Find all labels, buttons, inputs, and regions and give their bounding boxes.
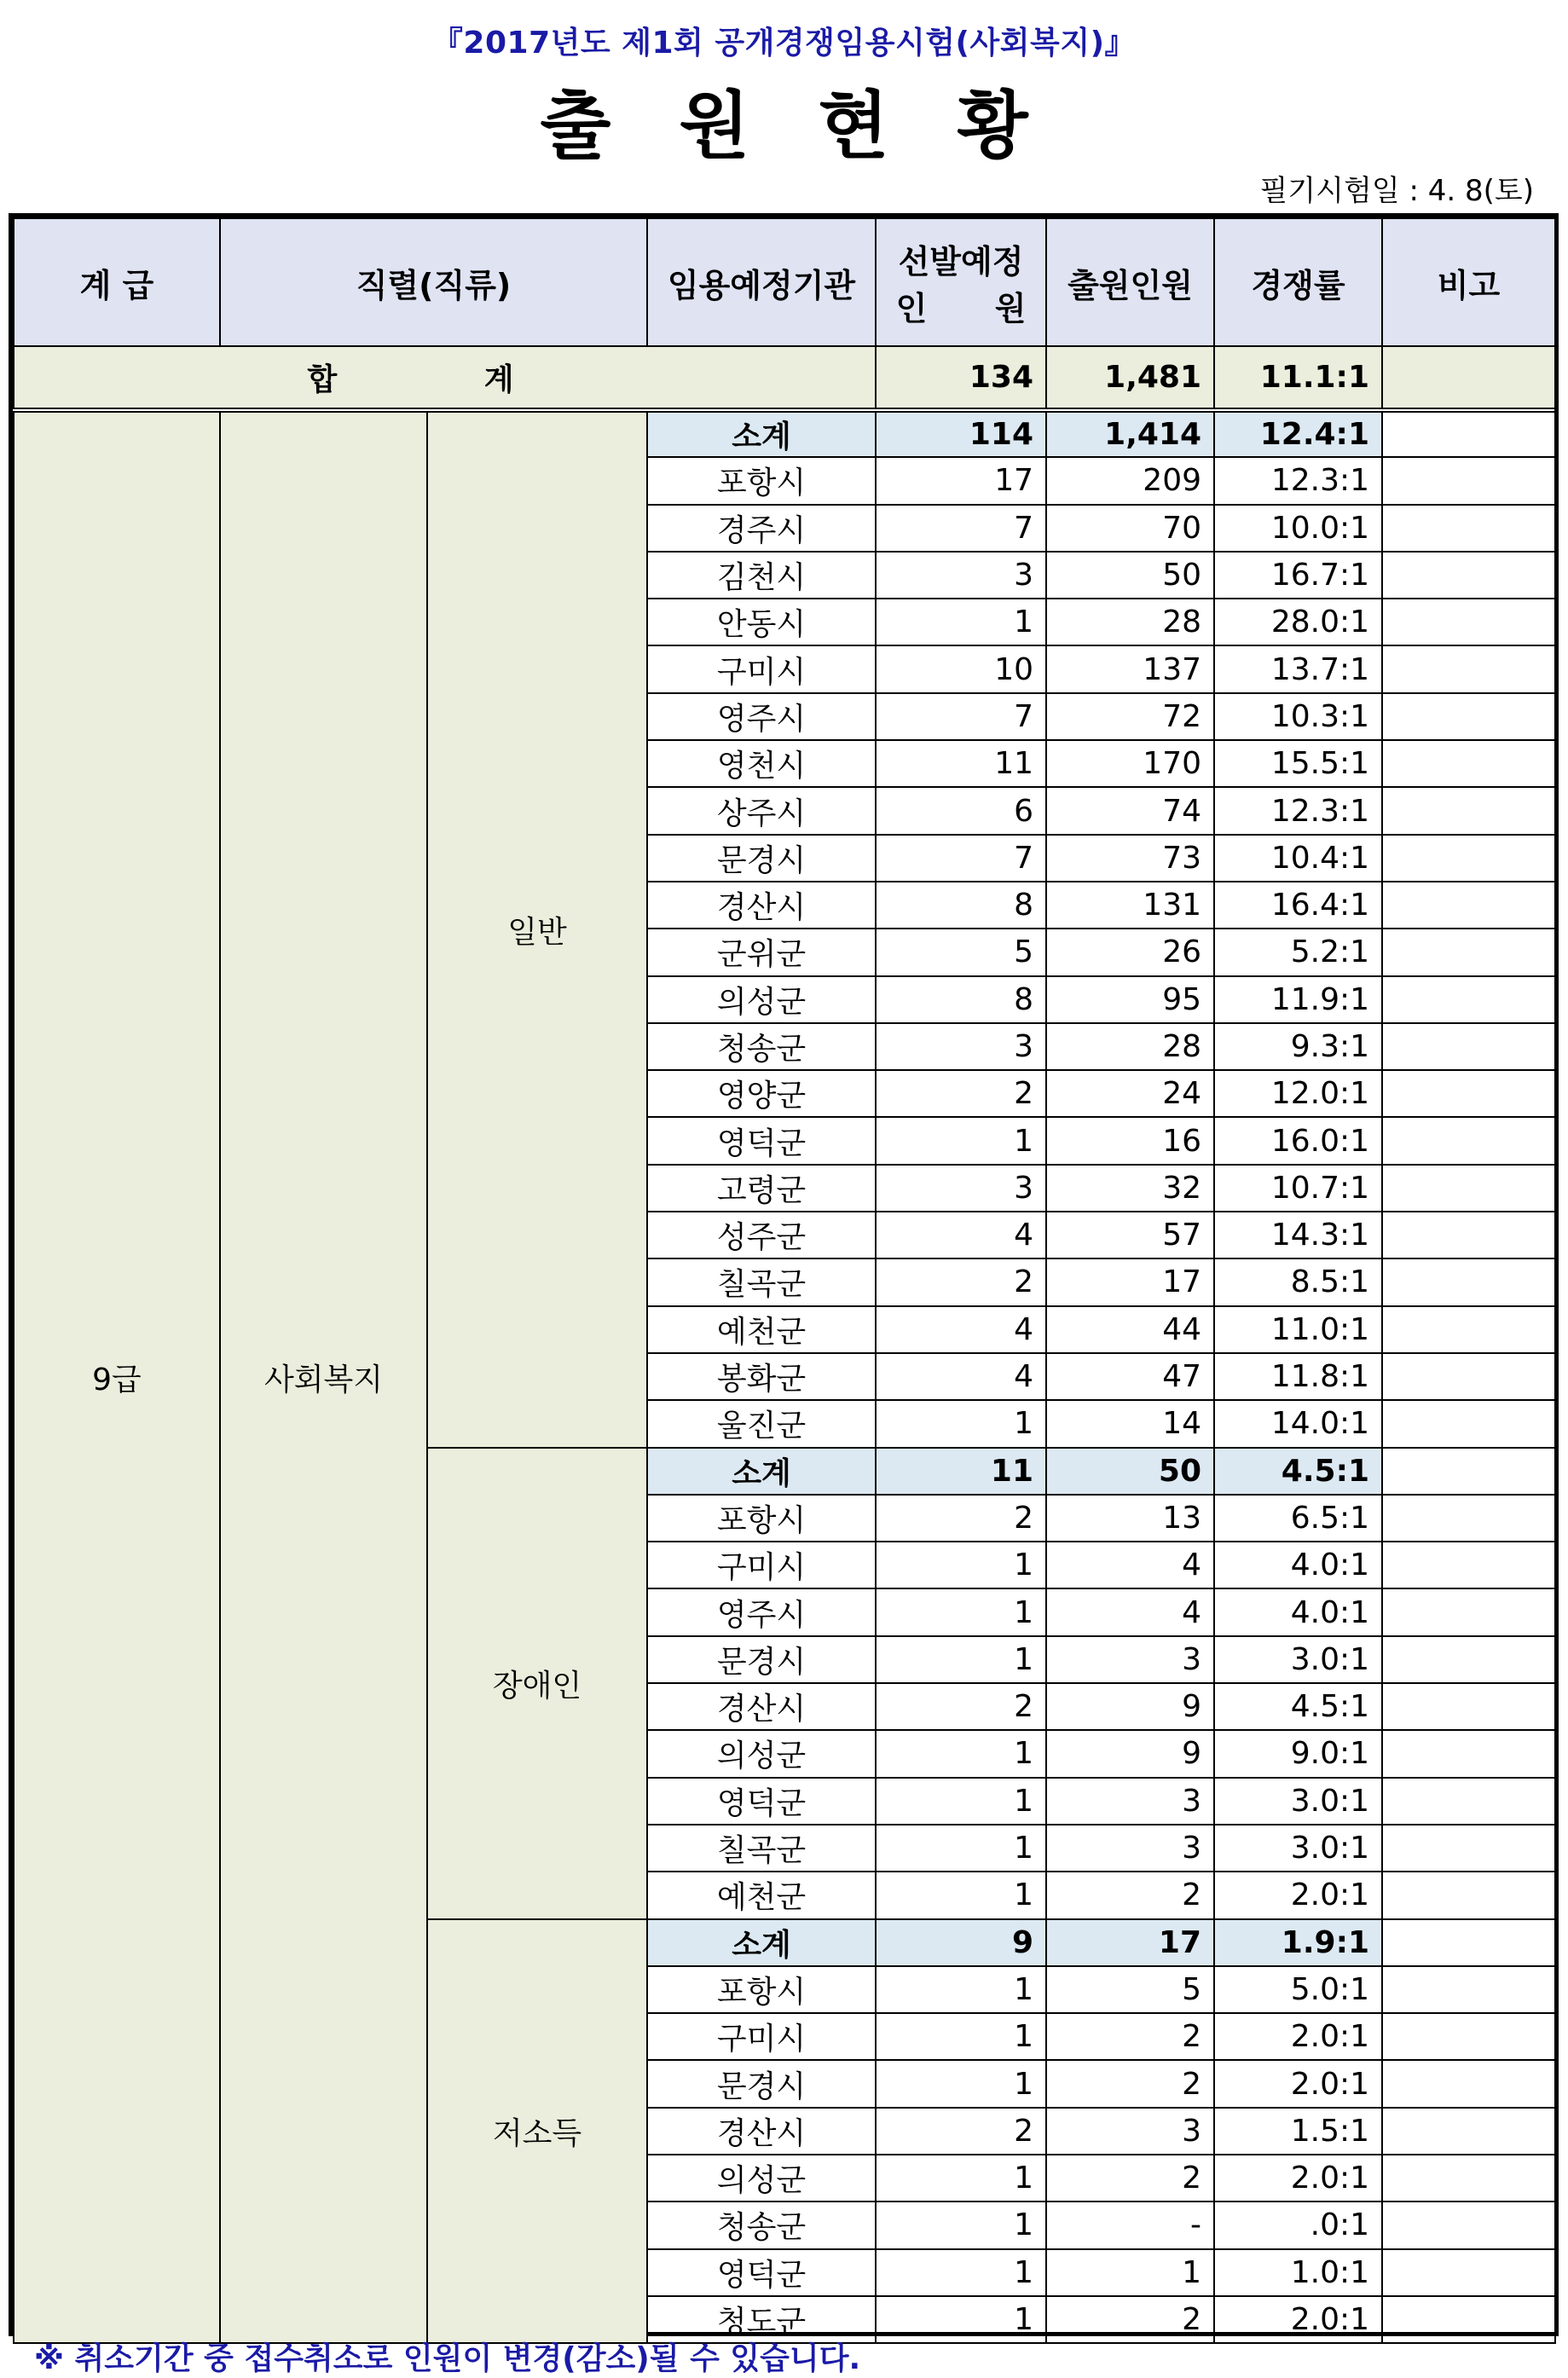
subtotal-ratio: 12.4:1 [1214,410,1382,457]
ratio-cell: 10.0:1 [1214,505,1382,552]
agency-cell: 영양군 [647,1070,876,1117]
agency-cell: 영덕군 [647,2249,876,2296]
applicants-cell: - [1046,2202,1214,2248]
note-cell [1382,1825,1555,1872]
grade-cell: 9급 [14,410,220,2343]
note-cell [1382,1966,1555,2013]
applicants-cell: 4 [1046,1542,1214,1588]
applicants-cell: 72 [1046,693,1214,740]
ratio-cell: 2.0:1 [1214,2155,1382,2202]
category-cell: 장애인 [427,1448,647,1919]
ratio-cell: 15.5:1 [1214,740,1382,787]
applicants-cell: 74 [1046,787,1214,834]
quota-cell: 4 [876,1353,1046,1400]
subtotal-quota: 11 [876,1448,1046,1495]
quota-cell: 1 [876,1825,1046,1872]
applicants-cell: 14 [1046,1400,1214,1447]
note-cell [1382,505,1555,552]
subtotal-ratio: 1.9:1 [1214,1919,1382,1966]
total-ratio: 11.1:1 [1214,346,1382,410]
note-cell [1382,1165,1555,1212]
agency-cell: 구미시 [647,645,876,692]
applicants-cell: 26 [1046,929,1214,975]
subtotal-row [14,410,1555,457]
header-ratio: 경쟁률 [1214,218,1382,346]
applicants-cell: 57 [1046,1212,1214,1258]
note-cell [1382,1588,1555,1635]
header-job: 직렬(직류) [220,218,647,346]
ratio-cell: 14.0:1 [1214,1400,1382,1447]
ratio-cell: 12.3:1 [1214,457,1382,504]
note-cell [1382,835,1555,882]
agency-cell: 영주시 [647,1588,876,1635]
note-cell [1382,929,1555,975]
applicants-cell: 70 [1046,505,1214,552]
ratio-cell: .0:1 [1214,2202,1382,2248]
agency-cell: 영천시 [647,740,876,787]
note-cell [1382,457,1555,504]
agency-cell: 포항시 [647,1966,876,2013]
agency-cell: 성주군 [647,1212,876,1258]
note-cell [1382,1636,1555,1683]
note-cell [1382,1448,1555,1495]
agency-cell: 칠곡군 [647,1258,876,1305]
agency-cell: 구미시 [647,2013,876,2060]
ratio-cell: 16.7:1 [1214,552,1382,599]
ratio-cell: 3.0:1 [1214,1636,1382,1683]
agency-cell: 예천군 [647,1872,876,1918]
agency-cell: 경산시 [647,2108,876,2155]
ratio-cell: 9.3:1 [1214,1023,1382,1070]
note-cell [1382,1778,1555,1825]
agency-cell: 의성군 [647,2155,876,2202]
agency-cell: 김천시 [647,552,876,599]
applicants-cell: 3 [1046,2108,1214,2155]
ratio-cell: 28.0:1 [1214,599,1382,645]
agency-cell: 의성군 [647,1730,876,1777]
agency-cell: 청송군 [647,1023,876,1070]
applicants-cell: 209 [1046,457,1214,504]
note-cell [1382,693,1555,740]
note-cell [1382,1258,1555,1305]
quota-cell: 1 [876,2202,1046,2248]
note-cell [1382,1400,1555,1447]
category-cell: 저소득 [427,1919,647,2344]
agency-cell: 영주시 [647,693,876,740]
ratio-cell: 3.0:1 [1214,1825,1382,1872]
applicants-cell: 3 [1046,1636,1214,1683]
quota-cell: 1 [876,2155,1046,2202]
note-cell [1382,1353,1555,1400]
ratio-cell: 12.0:1 [1214,1070,1382,1117]
note-cell [1382,2202,1555,2248]
ratio-cell: 11.8:1 [1214,1353,1382,1400]
ratio-cell: 2.0:1 [1214,2296,1382,2343]
subtotal-label: 소계 [647,1448,876,1495]
note-cell [1382,1023,1555,1070]
note-cell [1382,1683,1555,1730]
quota-cell: 11 [876,740,1046,787]
note-cell [1382,1730,1555,1777]
quota-cell: 1 [876,2249,1046,2296]
applicants-cell: 16 [1046,1117,1214,1164]
ratio-cell: 14.3:1 [1214,1212,1382,1258]
quota-cell: 1 [876,1117,1046,1164]
note-cell [1382,2013,1555,2060]
quota-cell: 8 [876,882,1046,929]
subtotal-applicants: 17 [1046,1919,1214,1966]
agency-cell: 군위군 [647,929,876,975]
note-cell [1382,1212,1555,1258]
note-cell [1382,787,1555,834]
total-quota: 134 [876,346,1046,410]
agency-cell: 상주시 [647,787,876,834]
applicants-cell: 137 [1046,645,1214,692]
applicants-cell: 28 [1046,599,1214,645]
total-applicants: 1,481 [1046,346,1214,410]
quota-cell: 1 [876,1636,1046,1683]
applicants-cell: 3 [1046,1778,1214,1825]
ratio-cell: 12.3:1 [1214,787,1382,834]
note-cell [1382,410,1555,457]
total-note [1382,346,1555,410]
agency-cell: 경주시 [647,505,876,552]
note-cell [1382,976,1555,1023]
applicants-cell: 47 [1046,1353,1214,1400]
applicants-cell: 24 [1046,1070,1214,1117]
quota-cell: 1 [876,1966,1046,2013]
applicants-cell: 73 [1046,835,1214,882]
note-cell [1382,2296,1555,2343]
applicants-cell: 2 [1046,2013,1214,2060]
ratio-cell: 11.9:1 [1214,976,1382,1023]
note-cell [1382,2060,1555,2107]
quota-cell: 1 [876,2013,1046,2060]
data-body [14,410,1555,2343]
quota-cell: 1 [876,1730,1046,1777]
applicants-cell: 131 [1046,882,1214,929]
subtotal-applicants: 50 [1046,1448,1214,1495]
document-subtitle: 『2017년도 제1회 공개경쟁임용시험(사회복지)』 [431,26,1137,61]
ratio-cell: 1.0:1 [1214,2249,1382,2296]
application-status-table [13,217,1556,2344]
ratio-cell: 10.4:1 [1214,835,1382,882]
quota-cell: 2 [876,2108,1046,2155]
agency-cell: 문경시 [647,2060,876,2107]
application-status-table-frame [9,213,1559,2340]
quota-cell: 1 [876,1588,1046,1635]
agency-cell: 포항시 [647,1495,876,1542]
note-cell [1382,1070,1555,1117]
footnote: ※ 취소기간 중 접수취소로 인원이 변경(감소)될 수 있습니다. [34,2341,861,2376]
quota-cell: 1 [876,1778,1046,1825]
note-cell [1382,1495,1555,1542]
job-cell: 사회복지 [220,410,427,2343]
ratio-cell: 16.0:1 [1214,1117,1382,1164]
note-cell [1382,882,1555,929]
quota-cell: 1 [876,599,1046,645]
applicants-cell: 9 [1046,1683,1214,1730]
quota-cell: 7 [876,505,1046,552]
applicants-cell: 32 [1046,1165,1214,1212]
applicants-cell: 44 [1046,1306,1214,1353]
agency-cell: 영덕군 [647,1117,876,1164]
ratio-cell: 2.0:1 [1214,2060,1382,2107]
quota-cell: 1 [876,2296,1046,2343]
applicants-cell: 3 [1046,1825,1214,1872]
ratio-cell: 10.3:1 [1214,693,1382,740]
subtotal-quota: 114 [876,410,1046,457]
total-row [14,346,1555,410]
applicants-cell: 2 [1046,2155,1214,2202]
quota-cell: 4 [876,1212,1046,1258]
agency-cell: 구미시 [647,1542,876,1588]
total-label: 합 계 [14,346,876,410]
ratio-cell: 8.5:1 [1214,1258,1382,1305]
note-cell [1382,1542,1555,1588]
agency-cell: 문경시 [647,835,876,882]
exam-date: 필기시험일 : 4. 8(토) [1259,174,1534,208]
quota-cell: 10 [876,645,1046,692]
header-grade: 계 급 [14,218,220,346]
quota-cell: 17 [876,457,1046,504]
ratio-cell: 4.0:1 [1214,1542,1382,1588]
applicants-cell: 50 [1046,552,1214,599]
applicants-cell: 170 [1046,740,1214,787]
header-applicants: 출원인원 [1046,218,1214,346]
note-cell [1382,2249,1555,2296]
quota-cell: 2 [876,1070,1046,1117]
note-cell [1382,2108,1555,2155]
applicants-cell: 1 [1046,2249,1214,2296]
header-quota [876,218,1046,346]
quota-cell: 7 [876,693,1046,740]
agency-cell: 의성군 [647,976,876,1023]
note-cell [1382,599,1555,645]
applicants-cell: 28 [1046,1023,1214,1070]
subtotal-quota: 9 [876,1919,1046,1966]
ratio-cell: 5.0:1 [1214,1966,1382,2013]
agency-cell: 경산시 [647,1683,876,1730]
quota-cell: 1 [876,2060,1046,2107]
agency-cell: 안동시 [647,599,876,645]
agency-cell: 울진군 [647,1400,876,1447]
category-cell: 일반 [427,410,647,1448]
applicants-cell: 2 [1046,2060,1214,2107]
quota-cell: 7 [876,835,1046,882]
quota-cell: 2 [876,1495,1046,1542]
quota-cell: 1 [876,1400,1046,1447]
quota-cell: 3 [876,1023,1046,1070]
note-cell [1382,552,1555,599]
subtotal-applicants: 1,414 [1046,410,1214,457]
quota-cell: 5 [876,929,1046,975]
ratio-cell: 1.5:1 [1214,2108,1382,2155]
note-cell [1382,740,1555,787]
ratio-cell: 10.7:1 [1214,1165,1382,1212]
quota-cell: 8 [876,976,1046,1023]
agency-cell: 칠곡군 [647,1825,876,1872]
quota-cell: 3 [876,1165,1046,1212]
note-cell [1382,1919,1555,1966]
ratio-cell: 13.7:1 [1214,645,1382,692]
header-quota-line2: 인 원 [895,290,1027,327]
note-cell [1382,1117,1555,1164]
agency-cell: 포항시 [647,457,876,504]
ratio-cell: 4.5:1 [1214,1683,1382,1730]
applicants-cell: 5 [1046,1966,1214,2013]
applicants-cell: 95 [1046,976,1214,1023]
subtotal-label: 소계 [647,410,876,457]
quota-cell: 1 [876,1542,1046,1588]
header-quota-line1: 선발예정 [898,243,1024,281]
note-cell [1382,1306,1555,1353]
applicants-cell: 4 [1046,1588,1214,1635]
ratio-cell: 11.0:1 [1214,1306,1382,1353]
subtotal-ratio: 4.5:1 [1214,1448,1382,1495]
header-note: 비고 [1382,218,1555,346]
agency-cell: 예천군 [647,1306,876,1353]
ratio-cell: 9.0:1 [1214,1730,1382,1777]
ratio-cell: 2.0:1 [1214,1872,1382,1918]
agency-cell: 경산시 [647,882,876,929]
agency-cell: 청도군 [647,2296,876,2343]
agency-cell: 문경시 [647,1636,876,1683]
quota-cell: 6 [876,787,1046,834]
note-cell [1382,645,1555,692]
header-agency: 임용예정기관 [647,218,876,346]
applicants-cell: 17 [1046,1258,1214,1305]
subtotal-label: 소계 [647,1919,876,1966]
table-header-row [14,218,1555,346]
ratio-cell: 3.0:1 [1214,1778,1382,1825]
ratio-cell: 4.0:1 [1214,1588,1382,1635]
ratio-cell: 6.5:1 [1214,1495,1382,1542]
quota-cell: 4 [876,1306,1046,1353]
agency-cell: 영덕군 [647,1778,876,1825]
note-cell [1382,1872,1555,1918]
applicants-cell: 9 [1046,1730,1214,1777]
note-cell [1382,2155,1555,2202]
agency-cell: 봉화군 [647,1353,876,1400]
agency-cell: 청송군 [647,2202,876,2248]
quota-cell: 3 [876,552,1046,599]
applicants-cell: 2 [1046,2296,1214,2343]
quota-cell: 2 [876,1258,1046,1305]
document-title: 출원현황 [540,84,1096,169]
ratio-cell: 2.0:1 [1214,2013,1382,2060]
agency-cell: 고령군 [647,1165,876,1212]
ratio-cell: 5.2:1 [1214,929,1382,975]
quota-cell: 2 [876,1683,1046,1730]
applicants-cell: 13 [1046,1495,1214,1542]
ratio-cell: 16.4:1 [1214,882,1382,929]
applicants-cell: 2 [1046,1872,1214,1918]
quota-cell: 1 [876,1872,1046,1918]
